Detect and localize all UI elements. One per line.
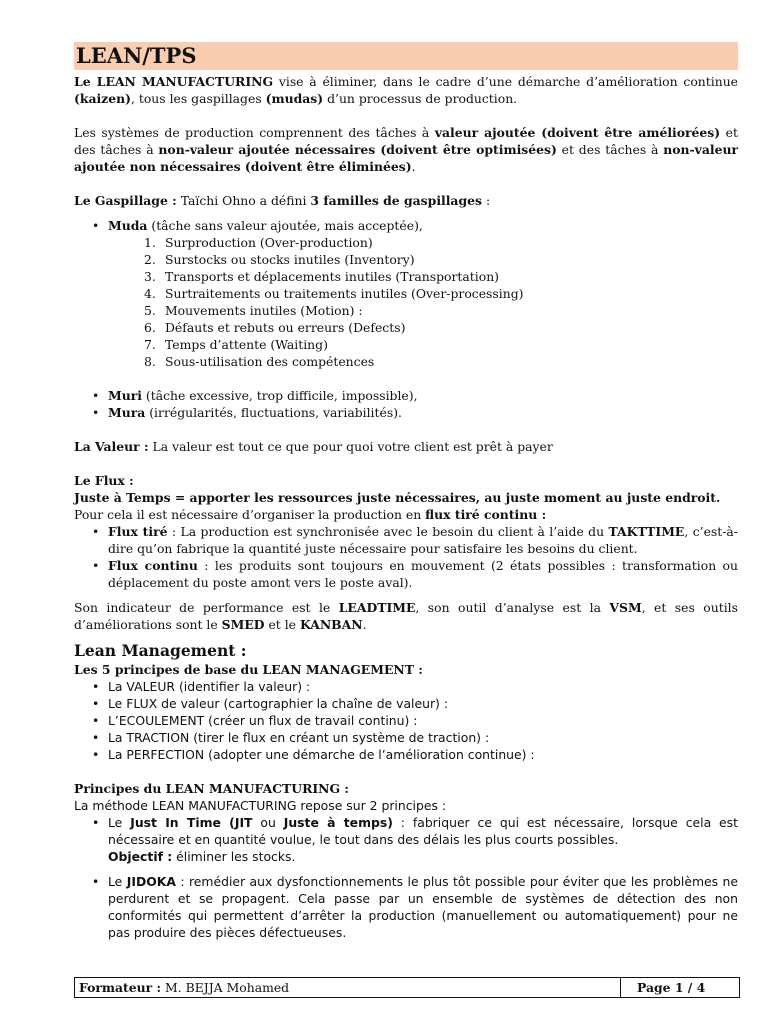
lean-management-heading: Lean Management :: [74, 641, 247, 660]
list-item: • L’ECOULEMENT (créer un flux de travail continu) :: [74, 712, 738, 729]
muda-list: [74, 217, 738, 234]
document-page: [74, 42, 738, 941]
jat-line: Juste à Temps = apporter les ressources juste nécessaires, au juste moment au juste endroit.: [74, 490, 721, 505]
gaspillage-paragraph: Le Gaspillage : Taïchi Ohno a défini 3 familles de gaspillages :: [74, 193, 491, 208]
flux-heading: Le Flux :: [74, 473, 134, 488]
jidoka-list: [74, 873, 738, 941]
systems-paragraph: Les systèmes de production comprennent des tâches à valeur ajoutée (doivent être améliorées) et des tâches à non-valeur ajoutée nécessaires (doivent être optimisées) et des tâches à non-valeur ajoutée non nécessaires (doivent être éliminées).: [74, 125, 738, 174]
list-item: 6. Défauts et rebuts ou erreurs (Defects): [144, 320, 406, 335]
list-item: • Muri (tâche excessive, trop difficile, impossible),: [74, 387, 738, 404]
principes-intro: La méthode LEAN MANUFACTURING repose sur 2 principes :: [74, 798, 447, 813]
list-item: 5. Mouvements inutiles (Motion) :: [144, 303, 363, 318]
list-item: • Muda (tâche sans valeur ajoutée, mais acceptée),: [74, 217, 738, 234]
list-item: • La TRACTION (tirer le flux en créant un système de traction) :: [74, 729, 738, 746]
footer-page-number: Page 1 / 4: [637, 980, 706, 995]
principles-list: [74, 678, 738, 763]
list-item: 7. Temps d’attente (Waiting): [144, 337, 328, 352]
list-item: 4. Surtraitements ou traitements inutiles (Over-processing): [144, 286, 524, 301]
principes-heading: Principes du LEAN MANUFACTURING :: [74, 781, 349, 796]
waste-list: [74, 234, 738, 370]
flux-list: [74, 523, 738, 591]
principes-list: [74, 814, 738, 865]
indicator-paragraph: Son indicateur de performance est le LEADTIME, son outil d’analyse est la VSM, et ses outils d’améliorations sont le SMED et le KANBAN.: [74, 600, 738, 632]
list-item: • Flux continu : les produits sont toujours en mouvement (2 états possibles : transformation ou déplacement du poste amont vers le poste aval).: [74, 557, 738, 591]
list-item: 1. Surproduction (Over-production): [144, 235, 373, 250]
flux-line: Pour cela il est nécessaire d’organiser la production en flux tiré continu :: [74, 507, 547, 522]
list-item: • Flux tiré : La production est synchronisée avec le besoin du client à l’aide du TAKTTIME, c’est-à-dire qu’on fabrique la quantité juste nécessaire pour satisfaire les besoins du client.: [74, 523, 738, 557]
intro-term: Le LEAN MANUFACTURING: [74, 74, 274, 89]
list-item: • Le FLUX de valeur (cartographier la chaîne de valeur) :: [74, 695, 738, 712]
muri-mura-list: [74, 387, 738, 421]
list-item: 3. Transports et déplacements inutiles (Transportation): [144, 269, 500, 284]
lean-management-sub: Les 5 principes de base du LEAN MANAGEMENT :: [74, 662, 423, 677]
intro-paragraph: Le LEAN MANUFACTURING vise à éliminer, dans le cadre d’une démarche d’amélioration continue (kaizen), tous les gaspillages (mudas) d’un processus de production.: [74, 74, 739, 106]
page-footer: [74, 977, 740, 998]
list-item: • Le JIDOKA : remédier aux dysfonctionnements le plus tôt possible pour éviter que les problèmes ne perdurent et se propagent. Cela passe par un ensemble de systèmes de détection des non conformités qui permettent d’arrêter la production (manuellement ou automatiquement) pour ne pas produire des pièces défectueuses.: [74, 873, 738, 941]
page-title: LEAN/TPS: [74, 42, 738, 70]
list-item: • La VALEUR (identifier la valeur) :: [74, 678, 738, 695]
list-item: 8. Sous-utilisation des compétences: [144, 354, 375, 369]
footer-trainer: Formateur : M. BEJJA Mohamed: [75, 978, 621, 997]
valeur-paragraph: La Valeur : La valeur est tout ce que pour quoi votre client est prêt à payer: [74, 439, 553, 454]
list-item: • Le Just In Time (JIT ou Juste à temps) : fabriquer ce qui est nécessaire, lorsque cela est nécessaire et en quantité voulue, le tout dans des délais les plus courts possibles. Objectif : éliminer les stocks.: [74, 814, 738, 865]
list-item: • Mura (irrégularités, fluctuations, variabilités).: [74, 404, 738, 421]
list-item: • La PERFECTION (adopter une démarche de l’amélioration continue) :: [74, 746, 738, 763]
list-item: 2. Surstocks ou stocks inutiles (Inventory): [144, 252, 415, 267]
